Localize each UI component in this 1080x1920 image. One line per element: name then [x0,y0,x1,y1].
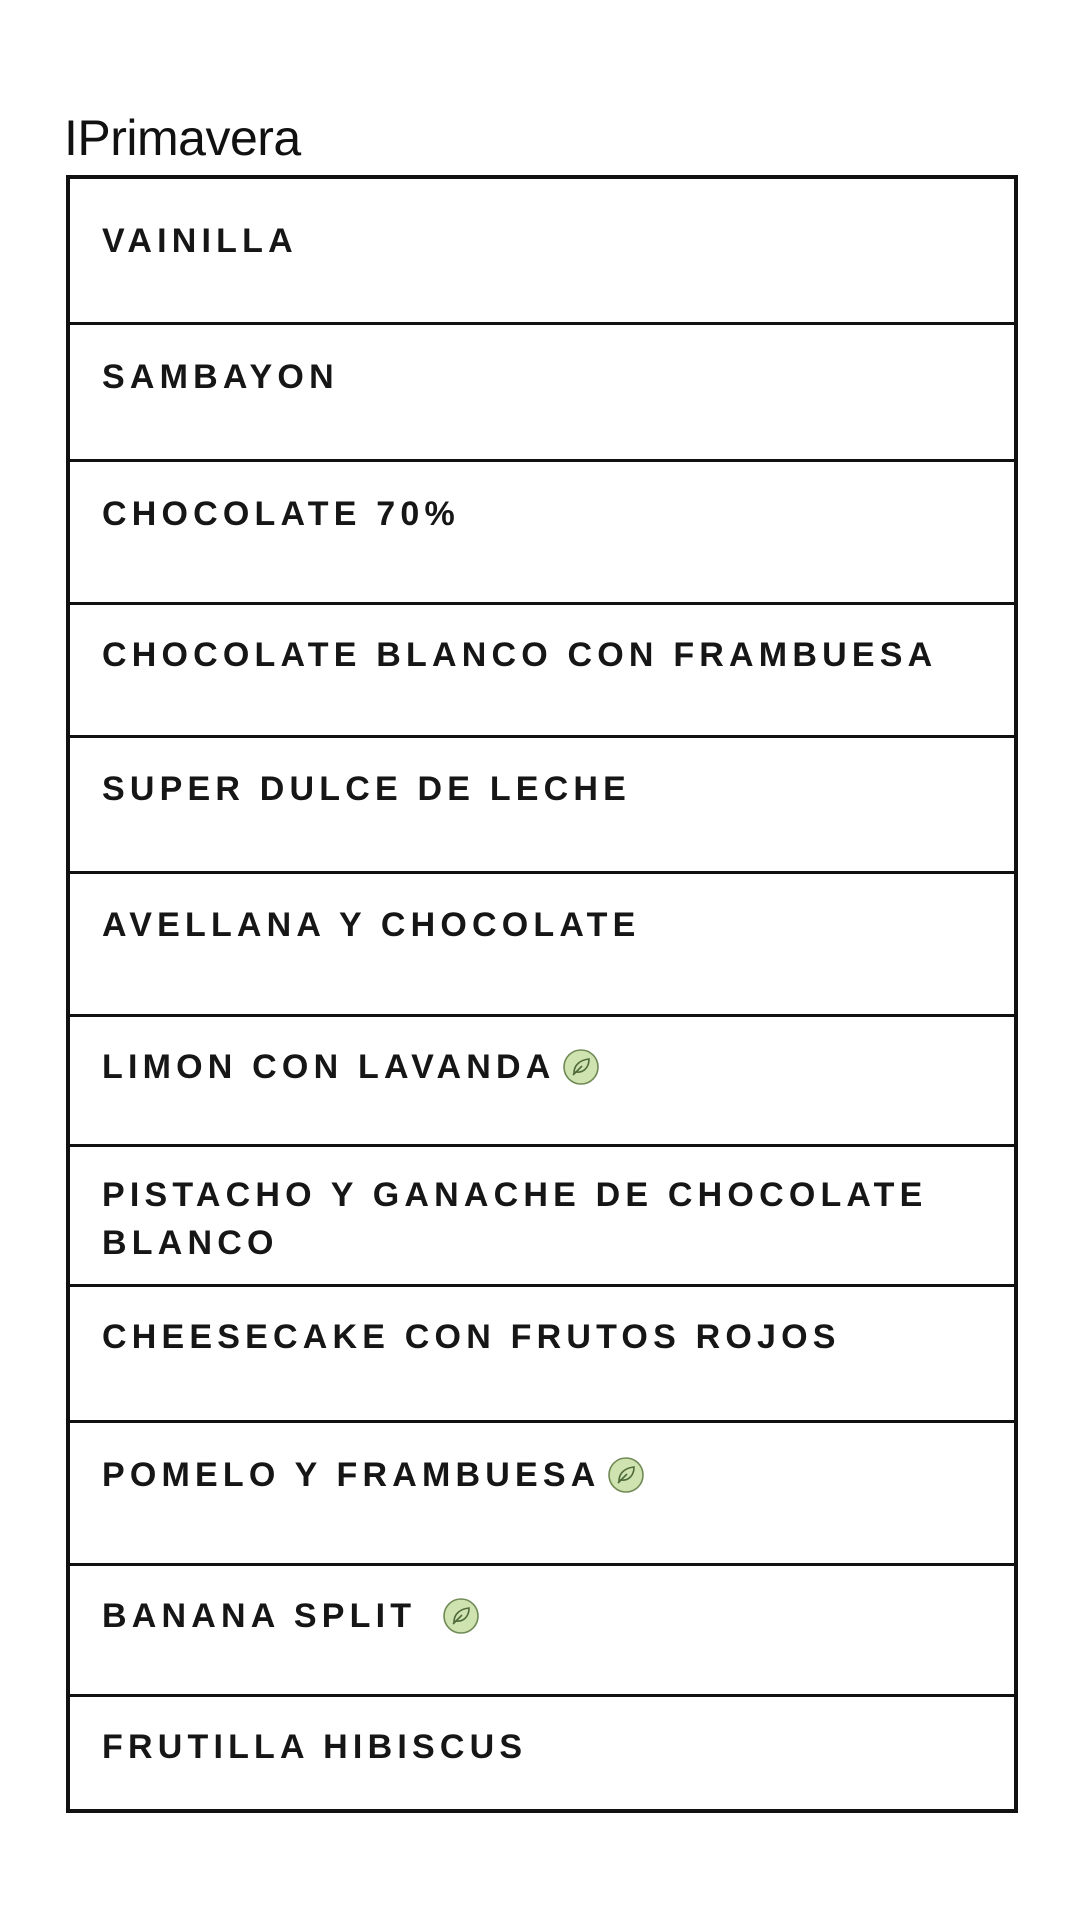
flavor-row [70,605,1014,735]
leaf-icon [442,1597,480,1635]
flavor-label [102,490,974,538]
flavor-row [70,1287,1014,1420]
flavor-row [70,462,1014,602]
flavor-label [102,1171,974,1267]
flavor-name: AVELLANA Y CHOCOLATE [102,906,641,944]
leaf-icon [562,1048,600,1086]
flavor-row [70,1017,1014,1144]
flavor-name: PISTACHO Y GANACHE DE CHOCOLATE BLANCO [102,1176,928,1262]
flavor-row [70,179,1014,322]
flavor-label [102,1451,974,1499]
flavor-name: LIMON CON LAVANDA [102,1048,556,1086]
flavor-name: CHOCOLATE BLANCO CON FRAMBUESA [102,636,938,674]
flavor-name: FRUTILLA HIBISCUS [102,1728,528,1766]
menu-title: IPrimavera [64,110,301,166]
flavor-row [70,1697,1014,1809]
flavor-label [102,1043,974,1091]
flavor-name: CHEESECAKE CON FRUTOS ROJOS [102,1318,841,1356]
leaf-icon [607,1456,645,1494]
flavor-label [102,1592,974,1640]
flavor-row [70,738,1014,871]
flavor-label [102,631,974,679]
flavor-name: VAINILLA [102,222,298,260]
flavor-row [70,325,1014,459]
flavor-label [102,217,974,265]
flavor-name: CHOCOLATE 70% [102,495,460,533]
flavor-name: SUPER DULCE DE LECHE [102,770,632,808]
flavor-label [102,1723,974,1771]
flavor-list [66,175,1018,1813]
flavor-row [70,874,1014,1014]
flavor-label [102,765,974,813]
flavor-row [70,1566,1014,1694]
flavor-label [102,353,974,401]
flavor-row [70,1423,1014,1563]
flavor-name: SAMBAYON [102,358,339,396]
flavor-row [70,1147,1014,1284]
flavor-name: POMELO Y FRAMBUESA [102,1456,601,1494]
flavor-label [102,901,974,949]
flavor-label [102,1313,974,1361]
flavor-name: BANANA SPLIT [102,1597,417,1635]
